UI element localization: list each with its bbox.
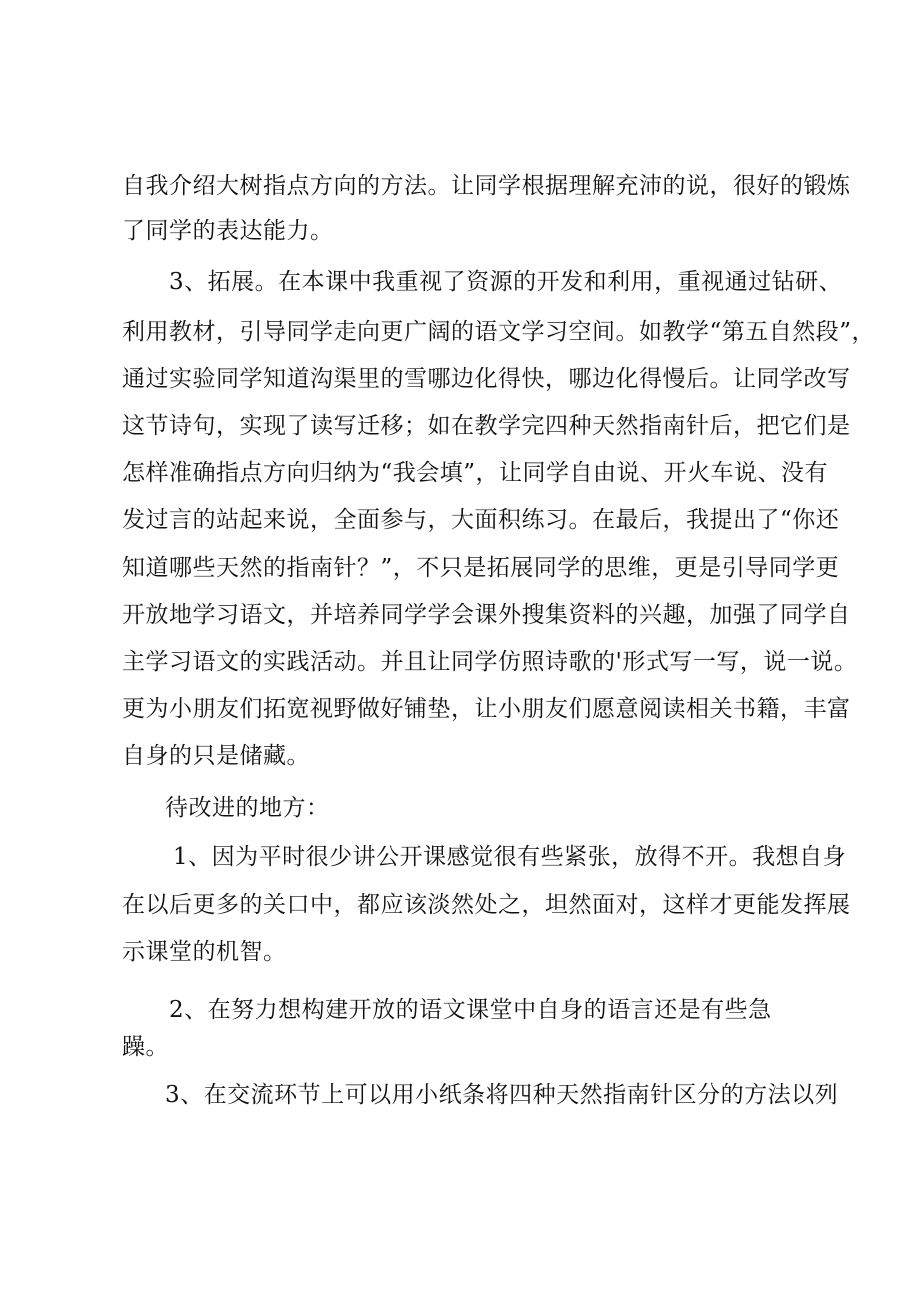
text-line-9: 知道哪些天然的指南针？”，不只是拓展同学的思维，更是引导同学更 <box>122 555 840 581</box>
text-line-18: 2、在努力想构建开放的语文课堂中自身的语言还是有些急 <box>169 997 772 1023</box>
text-line-13: 自身的只是储藏。 <box>122 743 310 769</box>
text-line-16: 在以后更多的关口中，都应该淡然处之，坦然面对，这样才更能发挥展 <box>122 892 851 918</box>
text-line-19: 躁。 <box>122 1034 169 1060</box>
text-line-5: 通过实验同学知道沟渠里的雪哪边化得快，哪边化得慢后。让同学改写 <box>122 366 851 392</box>
text-line-11: 主学习语文的实践活动。并且让同学仿照诗歌的'形式写一写，说一说。 <box>122 649 858 675</box>
text-line-7: 怎样准确指点方向归纳为“我会填”，让同学自由说、开火车说、没有 <box>122 460 829 486</box>
text-line-8: 发过言的站起来说，全面参与，大面积练习。在最后，我提出了“你还 <box>122 507 840 533</box>
text-line-4: 利用教材，引导同学走向更广阔的语文学习空间。如教学“第五自然段”， <box>122 319 876 345</box>
text-line-1: 自我介绍大树指点方向的方法。让同学根据理解充沛的说，很好的锻炼 <box>122 173 851 199</box>
text-line-12: 更为小朋友们拓宽视野做好铺垫，让小朋友们愿意阅读相关书籍，丰富 <box>122 696 851 722</box>
section-heading: 待改进的地方： <box>165 795 330 821</box>
text-line-10: 开放地学习语文，并培养同学学会课外搜集资料的兴趣，加强了同学自 <box>122 602 851 628</box>
text-line-6: 这节诗句，实现了读写迁移；如在教学完四种天然指南针后，把它们是 <box>122 413 851 439</box>
text-line-17: 示课堂的机智。 <box>122 939 287 965</box>
text-line-2: 了同学的表达能力。 <box>122 218 334 244</box>
text-line-20: 3、在交流环节上可以用小纸条将四种天然指南针区分的方法以列 <box>165 1082 839 1108</box>
text-line-3: 3、拓展。在本课中我重视了资源的开发和利用，重视通过钻研、 <box>169 269 843 295</box>
text-line-15: 1、因为平时很少讲公开课感觉很有些紧张，放得不开。我想自身 <box>173 844 847 870</box>
